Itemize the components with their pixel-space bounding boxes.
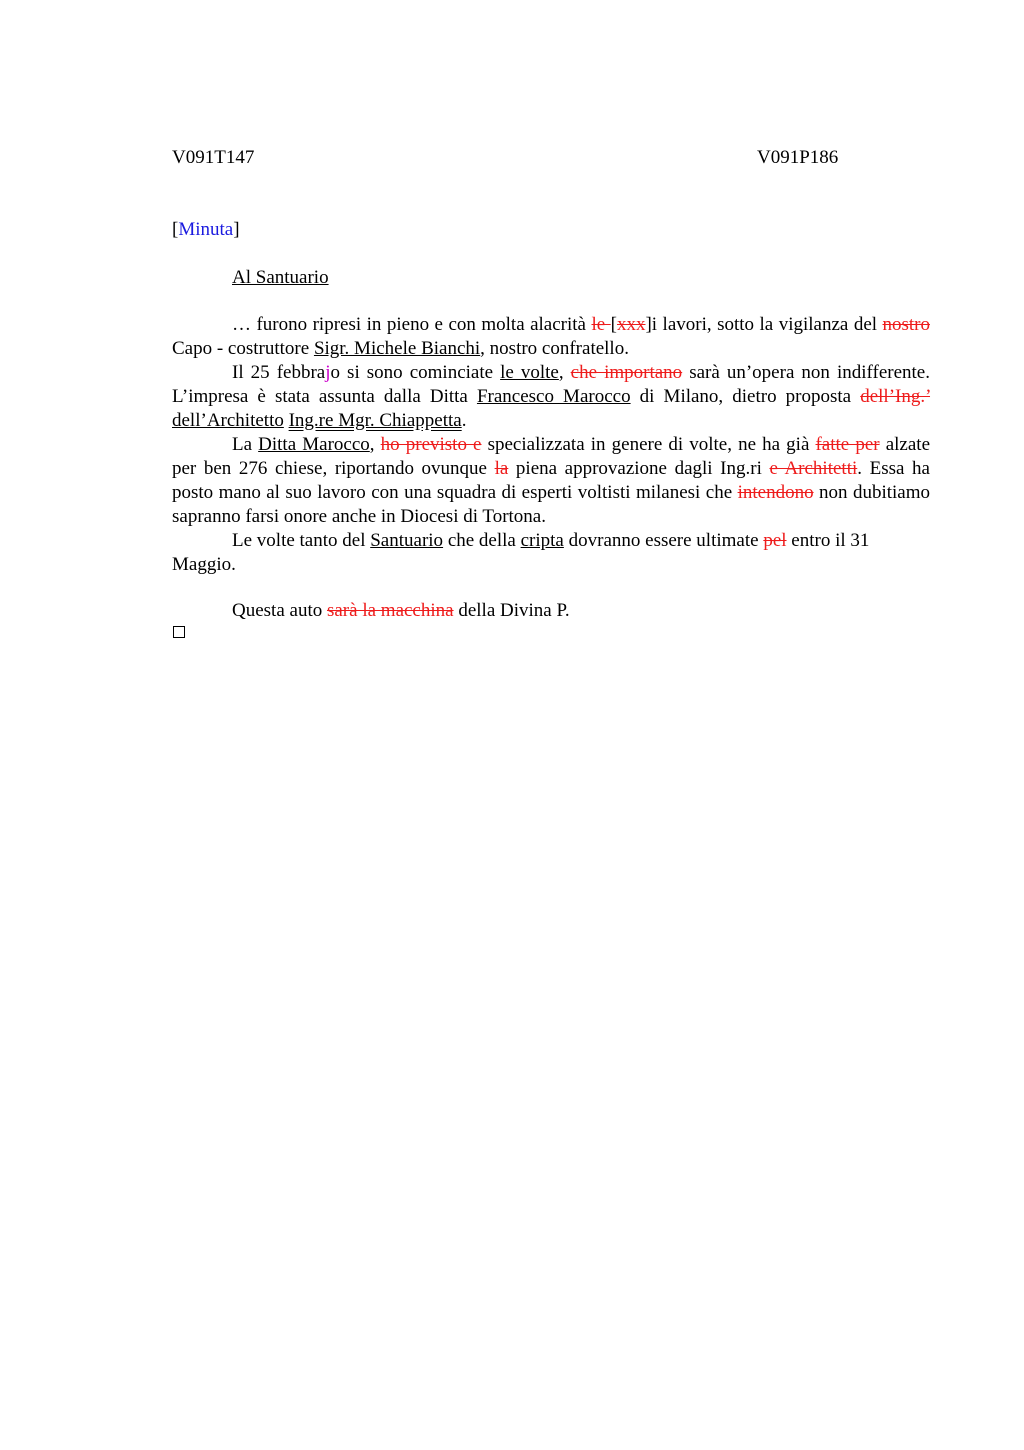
text-segment: piena approvazione dagli Ing.ri bbox=[508, 458, 770, 479]
text-segment: Il 25 febbra bbox=[232, 362, 326, 383]
underlined-name: Francesco Marocco bbox=[476, 386, 631, 407]
text-segment: … furono ripresi in pieno e con molta alacrità bbox=[232, 314, 592, 335]
underlined-name: cripta bbox=[520, 530, 564, 551]
inserted-letter: j bbox=[325, 362, 331, 383]
text-segment: . bbox=[461, 410, 467, 431]
bracket-close: ] bbox=[233, 219, 240, 240]
deleted-text: intendono bbox=[737, 482, 814, 503]
text-segment: non dubitiamo sapranno farsi onore anche in Diocesi di Tortona. bbox=[172, 482, 930, 527]
paragraph-4 bbox=[172, 529, 930, 577]
underlined-name: Ditta Marocco bbox=[258, 434, 370, 455]
text-segment: . Essa ha posto mano al suo lavoro con una squadra di esperti voltisti milanesi che bbox=[172, 458, 930, 503]
paragraph-2 bbox=[172, 361, 930, 433]
text-segment: dovranno essere ultimate bbox=[563, 530, 764, 551]
text-segment: , bbox=[369, 434, 381, 455]
text-segment: che della bbox=[443, 530, 521, 551]
deleted-text: dell’Ing.’ bbox=[860, 386, 931, 407]
paragraph-1 bbox=[172, 313, 930, 361]
underlined-name: Sigr. Michele Bianchi bbox=[313, 338, 481, 359]
text-segment: specializzata in genere di volte, ne ha già bbox=[481, 434, 816, 455]
document-code-right: V091P186 bbox=[757, 147, 839, 168]
deleted-text: le bbox=[591, 314, 611, 335]
deleted-text: sarà la macchina bbox=[326, 600, 454, 621]
minuta-label bbox=[172, 218, 240, 242]
deleted-text: che importano bbox=[570, 362, 683, 383]
text-segment: [ bbox=[610, 314, 617, 335]
text-segment: della Divina P. bbox=[453, 600, 570, 621]
text-segment: Questa auto bbox=[232, 600, 327, 621]
paragraph-3 bbox=[172, 433, 930, 529]
document-code-left: V091T147 bbox=[172, 147, 255, 168]
underlined-text: le volte bbox=[500, 362, 559, 383]
minuta-text: Minuta bbox=[178, 219, 234, 240]
letter-body bbox=[172, 313, 930, 577]
text-segment: Le volte tanto del bbox=[232, 530, 371, 551]
addressee: Al Santuario bbox=[232, 267, 329, 288]
underlined-text: dell’Architetto bbox=[172, 410, 284, 431]
text-segment: La bbox=[232, 434, 259, 455]
deleted-text: la bbox=[494, 458, 509, 479]
text-segment: Capo - costruttore bbox=[172, 338, 314, 359]
text-segment: , nostro confratello. bbox=[480, 338, 629, 359]
double-underlined-name: Ing.re Mgr. Chiappetta bbox=[288, 410, 462, 431]
deleted-text: nostro bbox=[882, 314, 930, 335]
deleted-text: e Architetti bbox=[769, 458, 858, 479]
deleted-text: ho previsto e bbox=[380, 434, 482, 455]
deleted-text: xxx bbox=[616, 314, 646, 335]
bracket-open: [ bbox=[172, 219, 179, 240]
underlined-name: Santuario bbox=[370, 530, 444, 551]
text-segment: sarà un’opera non indifferente. L’impresa è stata assunta dalla Ditta bbox=[172, 362, 930, 407]
text-segment: ]i lavori, sotto la vigilanza del bbox=[645, 314, 883, 335]
square-outline-icon bbox=[173, 626, 185, 638]
deleted-text: pel bbox=[763, 530, 787, 551]
deleted-text: fatte per bbox=[815, 434, 880, 455]
text-segment: entro il 31 Maggio. bbox=[172, 530, 870, 575]
text-segment: o si sono cominciate bbox=[330, 362, 501, 383]
text-segment: alzate per ben 276 chiese, riportando ovunque bbox=[172, 434, 931, 479]
closing-line bbox=[232, 599, 570, 623]
text-segment: , bbox=[558, 362, 571, 383]
text-segment: di Milano, dietro proposta bbox=[630, 386, 861, 407]
